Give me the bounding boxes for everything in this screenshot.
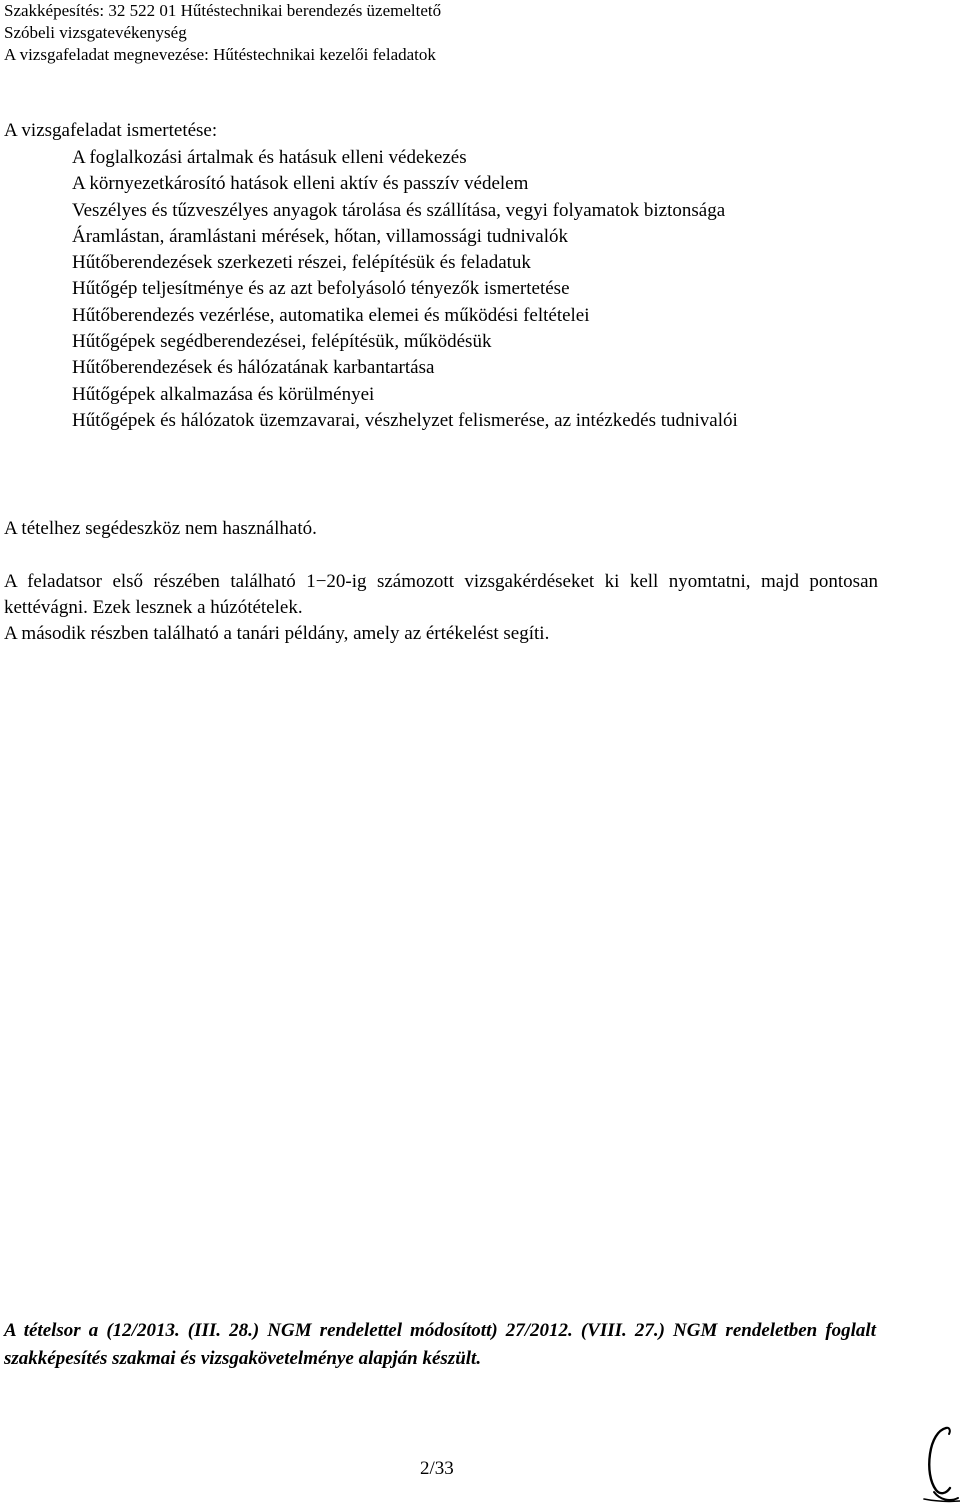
instructions-paragraph-teacher-copy: A második részben található a tanári példány, amely az értékelést segíti. xyxy=(4,623,550,644)
task-description-label: A vizsgafeladat ismertetése: xyxy=(4,120,218,141)
list-item: Hűtőgépek és hálózatok üzemzavarai, vészhelyzet felismerése, az intézkedés tudnivalói xyxy=(72,409,738,431)
header-qualification: Szakképesítés: 32 522 01 Hűtéstechnikai berendezés üzemeltető xyxy=(4,1,442,20)
topic-list xyxy=(72,145,892,434)
instructions-paragraph-print: A feladatsor első részében található 1−20-ig számozott vizsgakérdéseket ki kell nyomtatni, majd pontosan kettévágni. Ezek lesznek a húzótételek. xyxy=(4,571,878,618)
list-item: Hűtőberendezés vezérlése, automatika elemei és működési feltételei xyxy=(72,304,590,326)
list-item: Hűtőgép teljesítménye és az azt befolyásoló tényezők ismertetése xyxy=(72,278,570,300)
list-item: Hűtőberendezések szerkezeti részei, felépítésük és feladatuk xyxy=(72,252,531,274)
handwritten-signature-icon xyxy=(916,1422,960,1503)
aids-note: A tételhez segédeszköz nem használható. xyxy=(4,518,317,539)
list-item: Hűtőgépek segédberendezései, felépítésük, működésük xyxy=(72,331,492,353)
page-number: 2/33 xyxy=(420,1458,454,1479)
page-header xyxy=(4,0,441,66)
list-item: Hűtőgépek alkalmazása és körülményei xyxy=(72,383,375,405)
list-item: A környezetkárosító hatások elleni aktív és passzív védelem xyxy=(72,173,529,195)
list-item: Áramlástan, áramlástani mérések, hőtan, villamossági tudnivalók xyxy=(72,225,568,247)
list-item: Hűtőberendezések és hálózatának karbantartása xyxy=(72,357,435,379)
header-exam-activity: Szóbeli vizsgatevékenység xyxy=(4,23,187,42)
instructions xyxy=(4,569,878,647)
header-task-name: A vizsgafeladat megnevezése: Hűtéstechnikai kezelői feladatok xyxy=(4,45,436,64)
regulation-footnote: A tételsor a (12/2013. (III. 28.) NGM rendelettel módosított) 27/2012. (VIII. 27.) NGM rendeletben foglalt szakképesítés szakmai és vizsgakövetelménye alapján készült. xyxy=(4,1320,876,1369)
list-item: Veszélyes és tűzveszélyes anyagok tárolása és szállítása, vegyi folyamatok biztonsága xyxy=(72,199,726,221)
list-item: A foglalkozási ártalmak és hatásuk elleni védekezés xyxy=(72,147,467,168)
